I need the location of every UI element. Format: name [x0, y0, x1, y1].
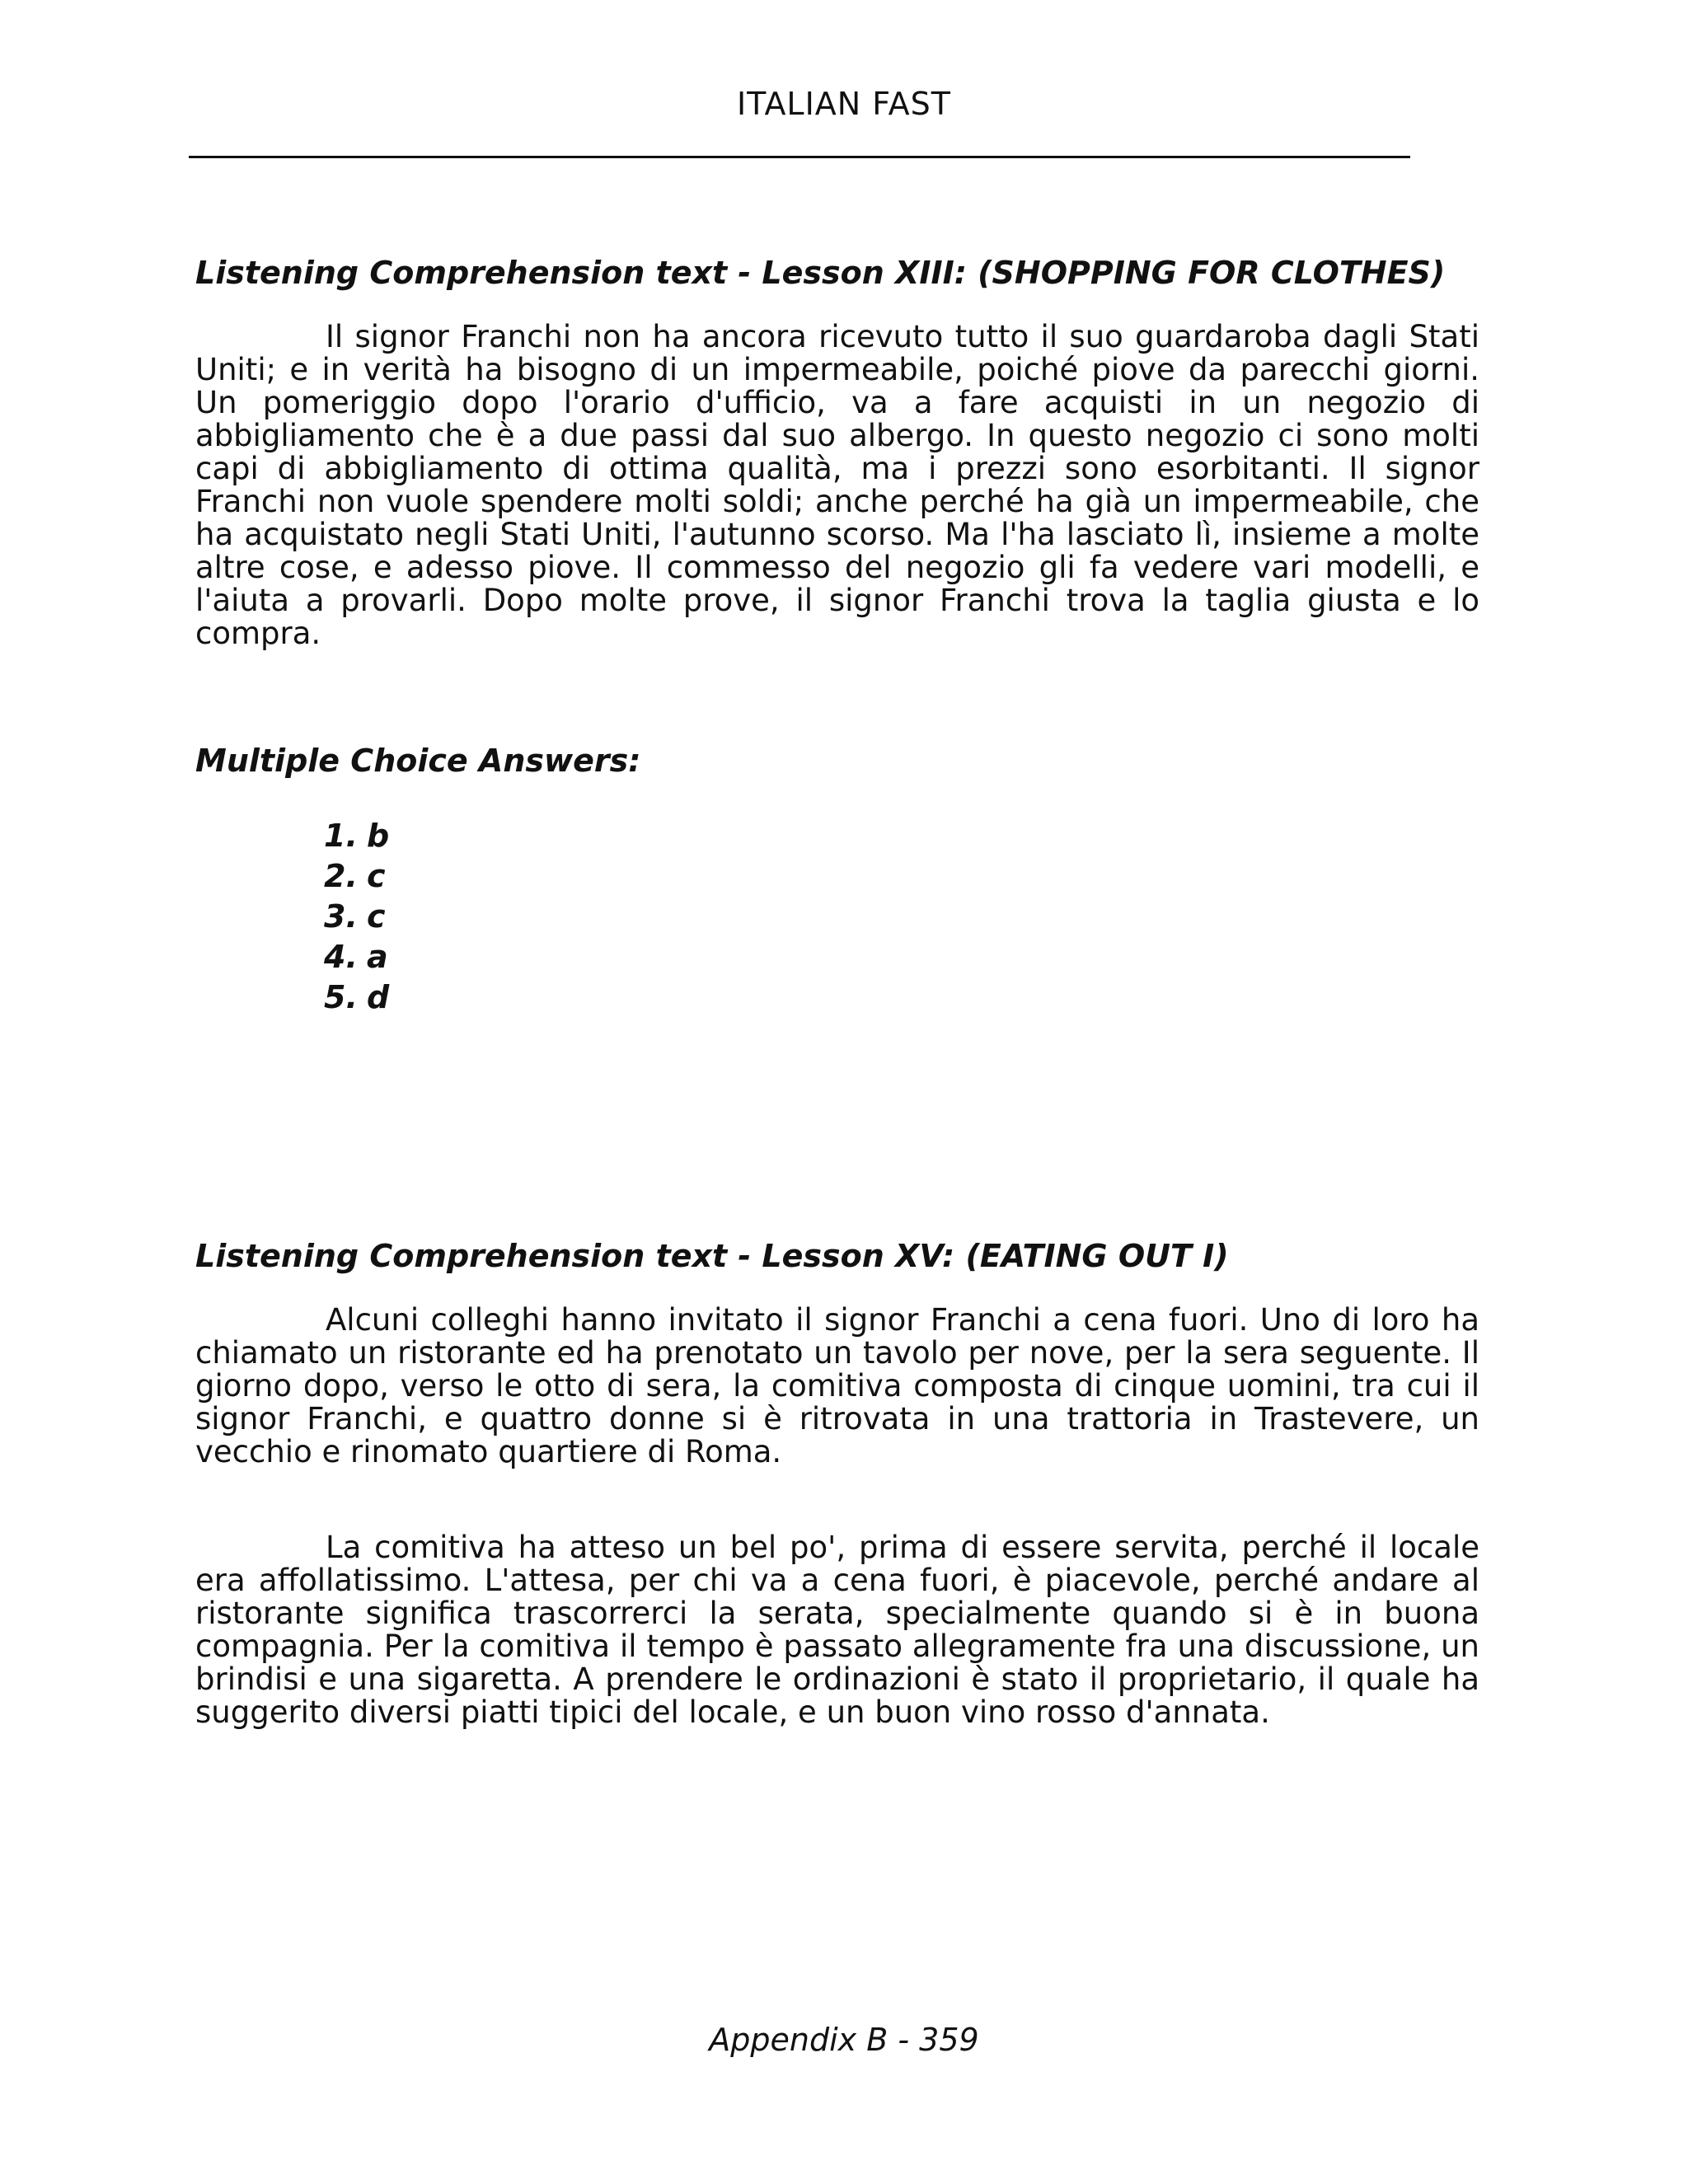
answer-item: [324, 856, 389, 897]
lesson-13-paragraph: Il signor Franchi non ha ancora ricevuto tutto il suo guardaroba dagli Stati Uniti; e in verità ha bisogno di un impermeabile, poiché piove da parecchi giorni. Un pomeriggio dopo l'orario d'ufficio, va a fare acquisti in un negozio di abbigliamento che è a due passi dal suo albergo. In questo negozio ci sono molti capi di abbigliamento di ottima qualità, ma i prezzi sono esorbitanti. Il signor Franchi non vuole spendere molti soldi; anche perché ha già un impermeabile, che ha acquistato negli Stati Uniti, l'autunno scorso. Ma l'ha lasciato lì, insieme a molte altre cose, e adesso piove. Il commesso del negozio gli fa vedere vari modelli, e l'aiuta a provarli. Dopo molte prove, il signor Franchi trova la taglia giusta e lo compra.: [195, 319, 1479, 651]
lesson-15-paragraph-1: Alcuni colleghi hanno invitato il signor Franchi a cena fuori. Uno di loro ha chiamato un ristorante ed ha prenotato un tavolo per nove, per la sera seguente. Il giorno dopo, verso le otto di sera, la comitiva composta di cinque uomini, tra cui il signor Franchi, e quattro donne si è ritrovata in una trattoria in Trastevere, un vecchio e rinomato quartiere di Roma.: [195, 1302, 1479, 1469]
answer-number: 4.: [324, 939, 358, 975]
answer-letter: d: [367, 979, 390, 1015]
answer-letter: c: [367, 898, 386, 935]
answer-number: 1.: [324, 818, 358, 854]
answer-number: 2.: [324, 858, 358, 894]
multiple-choice-heading: Multiple Choice Answers:: [195, 743, 641, 779]
page-folio: Appendix B - 359: [709, 2022, 979, 2058]
answer-letter: a: [367, 939, 388, 975]
answer-letter: b: [367, 818, 390, 854]
answer-item: [324, 897, 389, 937]
header-rule: [189, 156, 1410, 158]
answer-letter: c: [367, 858, 386, 894]
answer-list: [324, 816, 389, 1018]
running-title: ITALIAN FAST: [736, 86, 952, 122]
lesson-15-heading: Listening Comprehension text - Lesson XV: (EATING OUT I): [195, 1238, 1229, 1274]
lesson-15-paragraph-2: La comitiva ha atteso un bel po', prima di essere servita, perché il locale era affollatissimo. L'attesa, per chi va a cena fuori, è piacevole, perché andare al ristorante significa trascorrerci la serata, specialmente quando si è in buona compagnia. Per la comitiva il tempo è passato allegramente fra una discussione, un brindisi e una sigaretta. A prendere le ordinazioni è stato il proprietario, il quale ha suggerito diversi piatti tipici del locale, e un buon vino rosso d'annata.: [195, 1530, 1479, 1730]
answer-item: [324, 816, 389, 856]
lesson-13-heading: Listening Comprehension text - Lesson XIII: (SHOPPING FOR CLOTHES): [195, 255, 1446, 291]
answer-number: 5.: [324, 979, 358, 1015]
answer-item: [324, 937, 389, 977]
answer-number: 3.: [324, 898, 358, 935]
answer-item: [324, 977, 389, 1018]
